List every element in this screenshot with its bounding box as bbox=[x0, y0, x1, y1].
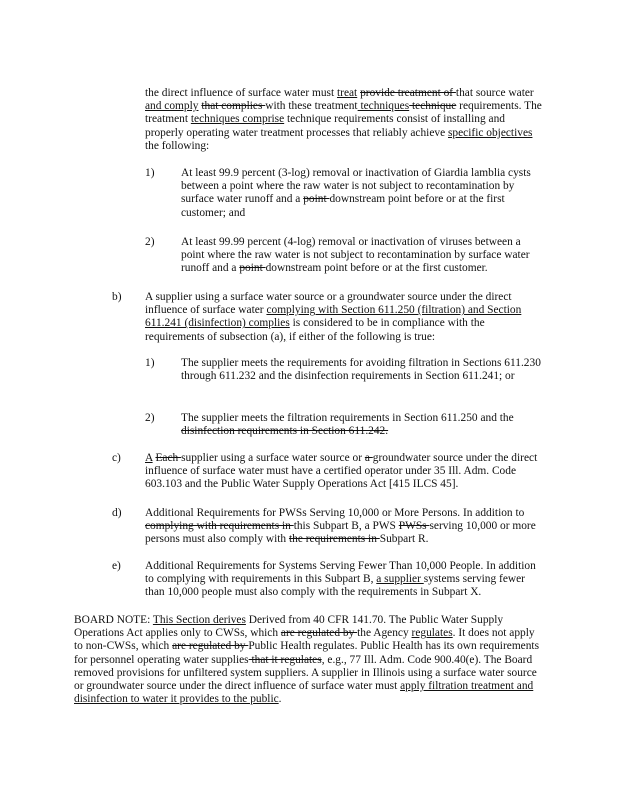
item-d-label: d) bbox=[112, 507, 122, 519]
text-run: At least 99.9 percent (3-log) removal or inactivation of Giardia lamblia cysts between a point where the raw water is not subject to recontamination by surface water runoff and a bbox=[181, 167, 531, 206]
text-run: the direct influence of surface water must bbox=[145, 87, 337, 99]
deleted-text: provide treatment of bbox=[360, 87, 456, 99]
intro-paragraph bbox=[145, 87, 543, 153]
item-a2-text bbox=[181, 236, 543, 276]
text-run: , e.g., 77 Ill. Adm. Code 900.40(e). The Board removed provisions for unfiltered system suppliers. A supplier in Illinois using a surface water source or groundwater source under the direct influence of surface water must bbox=[74, 653, 537, 693]
inserted-text: A bbox=[145, 452, 153, 464]
deleted-text: are regulated by bbox=[172, 640, 249, 653]
intro-text bbox=[145, 87, 543, 153]
deleted-text: point bbox=[303, 193, 330, 206]
item-c-label: c) bbox=[112, 452, 121, 464]
deleted-text: point bbox=[239, 262, 266, 275]
item-a1-label: 1) bbox=[145, 167, 155, 179]
board-note bbox=[74, 614, 544, 706]
inserted-text: and comply bbox=[145, 100, 199, 113]
inserted-text: apply filtration treatment and disinfection to water it provides to the public bbox=[74, 680, 534, 706]
item-c-text bbox=[145, 452, 543, 492]
text-run: Subpart R. bbox=[379, 533, 429, 546]
inserted-text: specific objectives bbox=[448, 126, 533, 139]
text-run: . It does not apply to non-CWSs, which bbox=[74, 627, 535, 653]
inserted-text: techniques comprise bbox=[190, 113, 285, 126]
inserted-text: , bbox=[283, 330, 287, 343]
deleted-text: disinfection requirements in Section 611.242. bbox=[181, 425, 389, 438]
board-note-text bbox=[74, 614, 544, 706]
text-run: groundwater source under the direct influence of surface water must have a certified operator under 35 Ill. Adm. Code 603.103 and the Public Water Supply Operations Act [415 ILCS 45]. bbox=[145, 452, 538, 491]
deleted-text: a bbox=[364, 452, 373, 464]
text-run: . bbox=[278, 693, 282, 706]
item-b1-text bbox=[181, 357, 543, 383]
text-run: supplier using a surface water source or bbox=[181, 452, 365, 464]
text-run: serving 10,000 or more persons must also comply with bbox=[145, 520, 536, 546]
text-run: that source water bbox=[455, 87, 534, 99]
item-a1-text bbox=[181, 167, 543, 220]
text-run: BOARD NOTE: bbox=[74, 614, 153, 626]
inserted-text: a supplier bbox=[376, 573, 424, 586]
text-run: Additional Requirements for Systems Serving Fewer Than 10,000 People. In addition to complying with requirements in this Subpart B, bbox=[145, 560, 536, 586]
deleted-text: are regulated by bbox=[280, 627, 358, 640]
text-run: requirements. The treatment bbox=[145, 100, 542, 126]
item-b2-label: 2) bbox=[145, 412, 155, 424]
item-a2-label: 2) bbox=[145, 236, 155, 248]
text-run: the following: bbox=[145, 139, 210, 152]
text-run: Derived from 40 CFR 141.70. The Public Water Supply Operations Act applies only to CWSs, which bbox=[74, 614, 504, 640]
text-run: At least 99.99 percent (4-log) removal or inactivation of viruses between a point where the raw water is not subject to recontamination by surface water runoff and a bbox=[181, 236, 530, 275]
deleted-text: that complies bbox=[201, 100, 266, 113]
item-b-text bbox=[145, 291, 543, 344]
deleted-text: PWSs bbox=[398, 520, 430, 533]
deleted-text: technique bbox=[409, 100, 457, 113]
deleted-text: Each bbox=[155, 452, 182, 464]
inserted-text: treat bbox=[336, 87, 358, 99]
item-e-label: e) bbox=[112, 560, 121, 572]
inserted-text: regulates bbox=[411, 627, 453, 640]
text-run: downstream point before or at the first customer. bbox=[265, 262, 488, 275]
inserted-text: This Section derives bbox=[152, 614, 246, 626]
item-e-text bbox=[145, 560, 543, 600]
inserted-text: techniques bbox=[357, 100, 410, 113]
text-run: Additional Requirements for PWSs Serving 10,000 or More Persons. In addition to bbox=[145, 507, 525, 519]
item-b-label: b) bbox=[112, 291, 122, 303]
text-run: is considered to be in compliance with the requirements of subsection (a) bbox=[145, 317, 485, 343]
text-run: Public Health regulates. Public Health has its own requirements for personnel operating water supplies bbox=[74, 640, 540, 666]
text-run: with these treatment bbox=[265, 100, 358, 113]
deleted-text: the requirements in bbox=[288, 533, 380, 546]
item-d-text bbox=[145, 507, 543, 547]
deleted-text: complying with requirements in bbox=[145, 520, 294, 533]
text-run: technique requirements consist of installing and properly operating water treatment processes that reliably achieve bbox=[145, 113, 505, 139]
text-run: downstream point before or at the first customer; and bbox=[181, 193, 505, 219]
text-run: the Agency bbox=[357, 627, 412, 640]
text-run: The supplier meets the filtration requirements in Section 611.250 and the bbox=[181, 412, 514, 424]
text-run: if either of the following is true: bbox=[286, 330, 436, 343]
item-b2-text bbox=[181, 412, 543, 438]
inserted-text: complying with Section 611.250 (filtration) and Section 611.241 (disinfection) complies bbox=[145, 304, 522, 330]
text-run: systems serving fewer than 10,000 people must also comply with the requirements in Subpart X. bbox=[145, 573, 525, 599]
text-run: The supplier meets the requirements for avoiding filtration in Sections 611.230 through 611.232 and the disinfection requirements in Section 611.241; or bbox=[181, 357, 541, 383]
text-run: A supplier using a surface water source or a groundwater source under the direct influence of surface water bbox=[145, 291, 512, 317]
deleted-text: that it regulates bbox=[248, 653, 322, 666]
text-run: this Subpart B, a PWS bbox=[293, 520, 399, 533]
item-b1-label: 1) bbox=[145, 357, 155, 369]
